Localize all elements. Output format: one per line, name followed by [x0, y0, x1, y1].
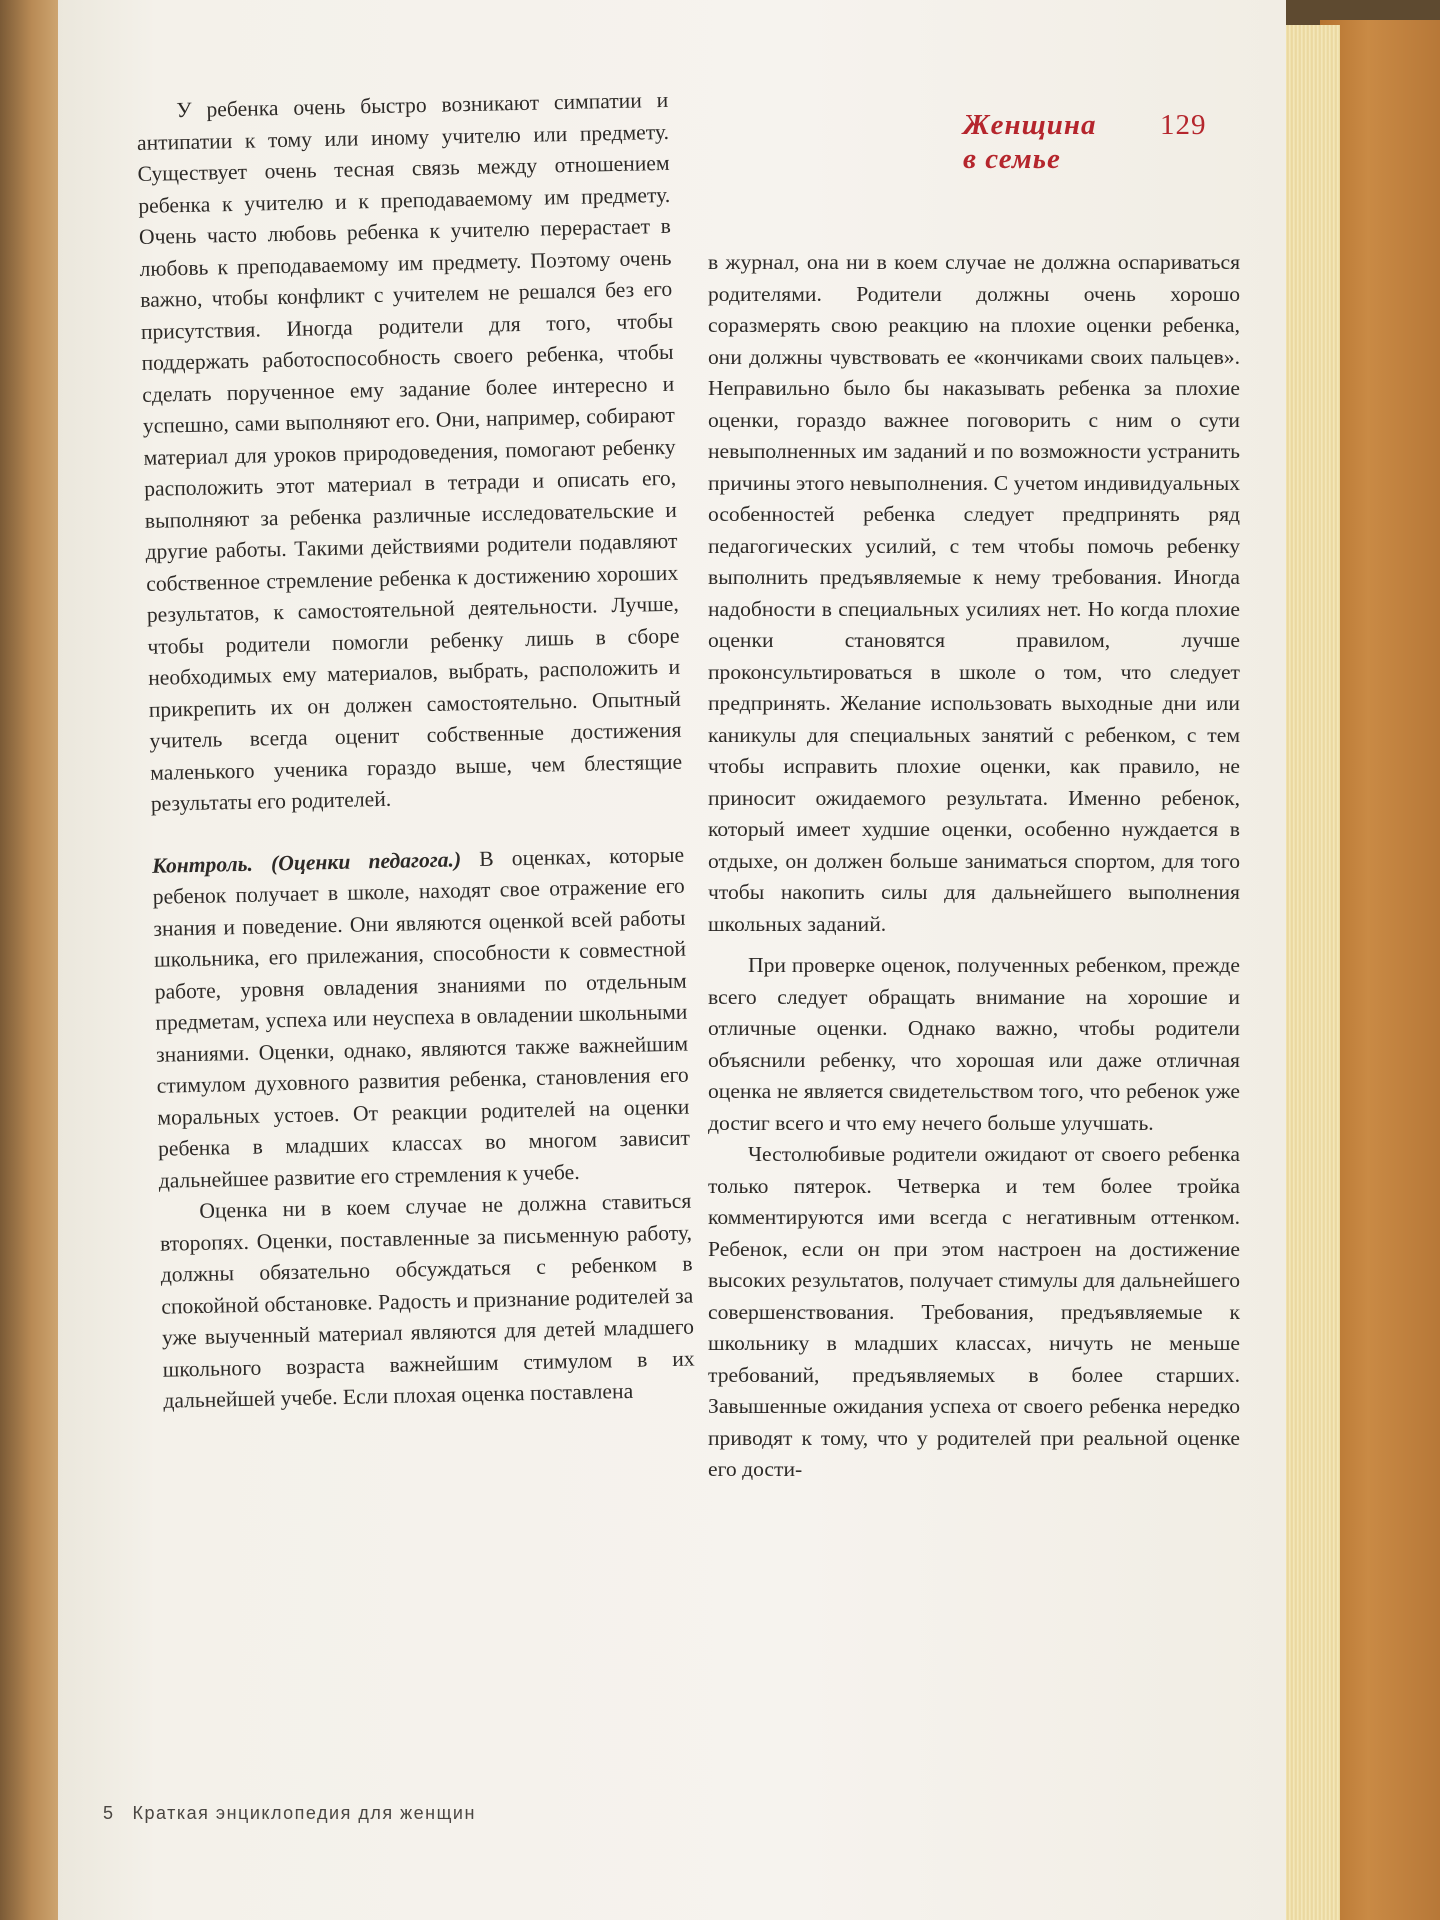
book-title: Краткая энциклопедия для женщин	[132, 1803, 476, 1823]
paragraph: Честолюбивые родители ожидают от своего ребенка только пятерок. Четверка и тем более тройка комментируются ими всегда с негативным оттенком. Ребенок, если он при этом настроен на достижение высоких результатов, получает стимулы для дальнейшего совершенствования. Требования, предъявляемые к школьнику в младших классах, ничуть не меньше требований, предъявляемых в более старших. Завышенные ожидания успеха от своего ребенка нередко приводят к тому, что у родителей при реальной оценке его дости-	[708, 1142, 1240, 1481]
book-page	[58, 0, 1286, 1920]
page-number: 129	[1160, 109, 1207, 141]
paragraph: Оценка ни в коем случае не должна ставиться второпях. Оценки, поставленные за письменную работу, должны обязательно обсуждаться с ребенком в спокойной обстановке. Радость и признание родителей за уже выученный материал являются для детей младшего школьного возраста важнейшим стимулом в их дальнейшей учебе. Если плохая оценка поставлена	[159, 1188, 695, 1413]
running-header	[963, 108, 1207, 176]
paragraph: При проверке оценок, полученных ребенком, прежде всего следует обращать внимание на хорошие и отличные оценки. Однако важно, чтобы родители объяснили ребенку, что хорошая или даже отличная оценка не является свидетельством того, что ребенок уже достиг всего и что ему нечего больше улучшать.	[708, 953, 1240, 1135]
page-footer	[103, 1803, 476, 1824]
section-heading: Контроль. (Оценки педагога.)	[151, 846, 462, 878]
left-text-column	[136, 85, 696, 1417]
paragraph: У ребенка очень быстро возникают симпатии и антипатии к тому или иному учителю или предмету. Существует очень тесная связь между отношением ребенка к учителю и к преподаваемому им предмету. Очень часто любовь ребенка к учителю перерастает в любовь к преподаваемому им предмету. Поэтому очень важно, чтобы конфликт с учителем не решался без его присутствия. Иногда родители для того, чтобы поддержать работоспособность своего ребенка, чтобы сделать порученное ему задание более интересно и успешно, сами выполняют его. Они, например, собирают материал для уроков природоведения, помогают ребенку расположить этот материал в тетради и описать его, выполняют за ребенка различные исследовательские и другие работы. Такими действиями родители подавляют собственное стремление ребенка к достижению хороших результатов, к самостоятельной деятельности. Лучше, чтобы родители помогли ребенку лишь в сборе необходимых ему материалов, выбрать, расположить и прикрепить их он должен самостоятельно. Опытный учитель всегда оценит собственные достижения маленького ученика гораздо выше, чем блестящие результаты его родителей.	[136, 87, 683, 816]
section-paragraph	[152, 839, 691, 1197]
paragraph-text: В оценках, которые ребенок получает в школе, находят свое отражение его знания и поведение. Они являются оценкой всей работы школьника, его прилежания, способности к совместной работе, уровня овладения знаниями по отдельным предметам, успеха или неуспеха в овладении школьными знаниями. Оценки, однако, являются также важнейшим стимулом духовного развития ребенка, становления его моральных устоев. От реакции родителей на оценки ребенка в младших классах во многом зависит дальнейшее развитие его стремления к учебе.	[152, 842, 691, 1193]
page-stack-edge	[1278, 25, 1340, 1920]
header-title-line-2: в семье	[963, 143, 1061, 175]
header-title-line-1: Женщина	[963, 109, 1097, 141]
right-text-column	[708, 247, 1240, 1486]
paragraph: в журнал, она ни в коем случае не должна оспариваться родителями. Родители должны очень хорошо соразмерять свою реакцию на плохие оценки ребенка, они должны чувствовать ее «кончиками своих пальцев». Неправильно было бы наказывать ребенка за плохие оценки, гораздо важнее поговорить с ним о сути невыполненных им заданий и по возможности устранить причины этого невыполнения. С учетом индивидуальных особенностей ребенка следует предпринять ряд педагогических усилий, с тем чтобы помочь ребенку выполнить предъявляемые к нему требования. Иногда надобности в специальных усилиях нет. Но когда плохие оценки становятся правилом, лучше проконсультироваться в школе о том, что следует предпринять. Желание использовать выходные дни или каникулы для специальных занятий с ребенком, с тем чтобы исправить плохие оценки, как правило, не приносит ожидаемого результата. Именно ребенок, который имеет худшие оценки, особенно нуждается в отдыхе, он должен больше заниматься спортом, для того чтобы накопить силы для дальнейшего выполнения школьных заданий.	[708, 250, 1240, 936]
signature-number: 5	[103, 1803, 115, 1823]
